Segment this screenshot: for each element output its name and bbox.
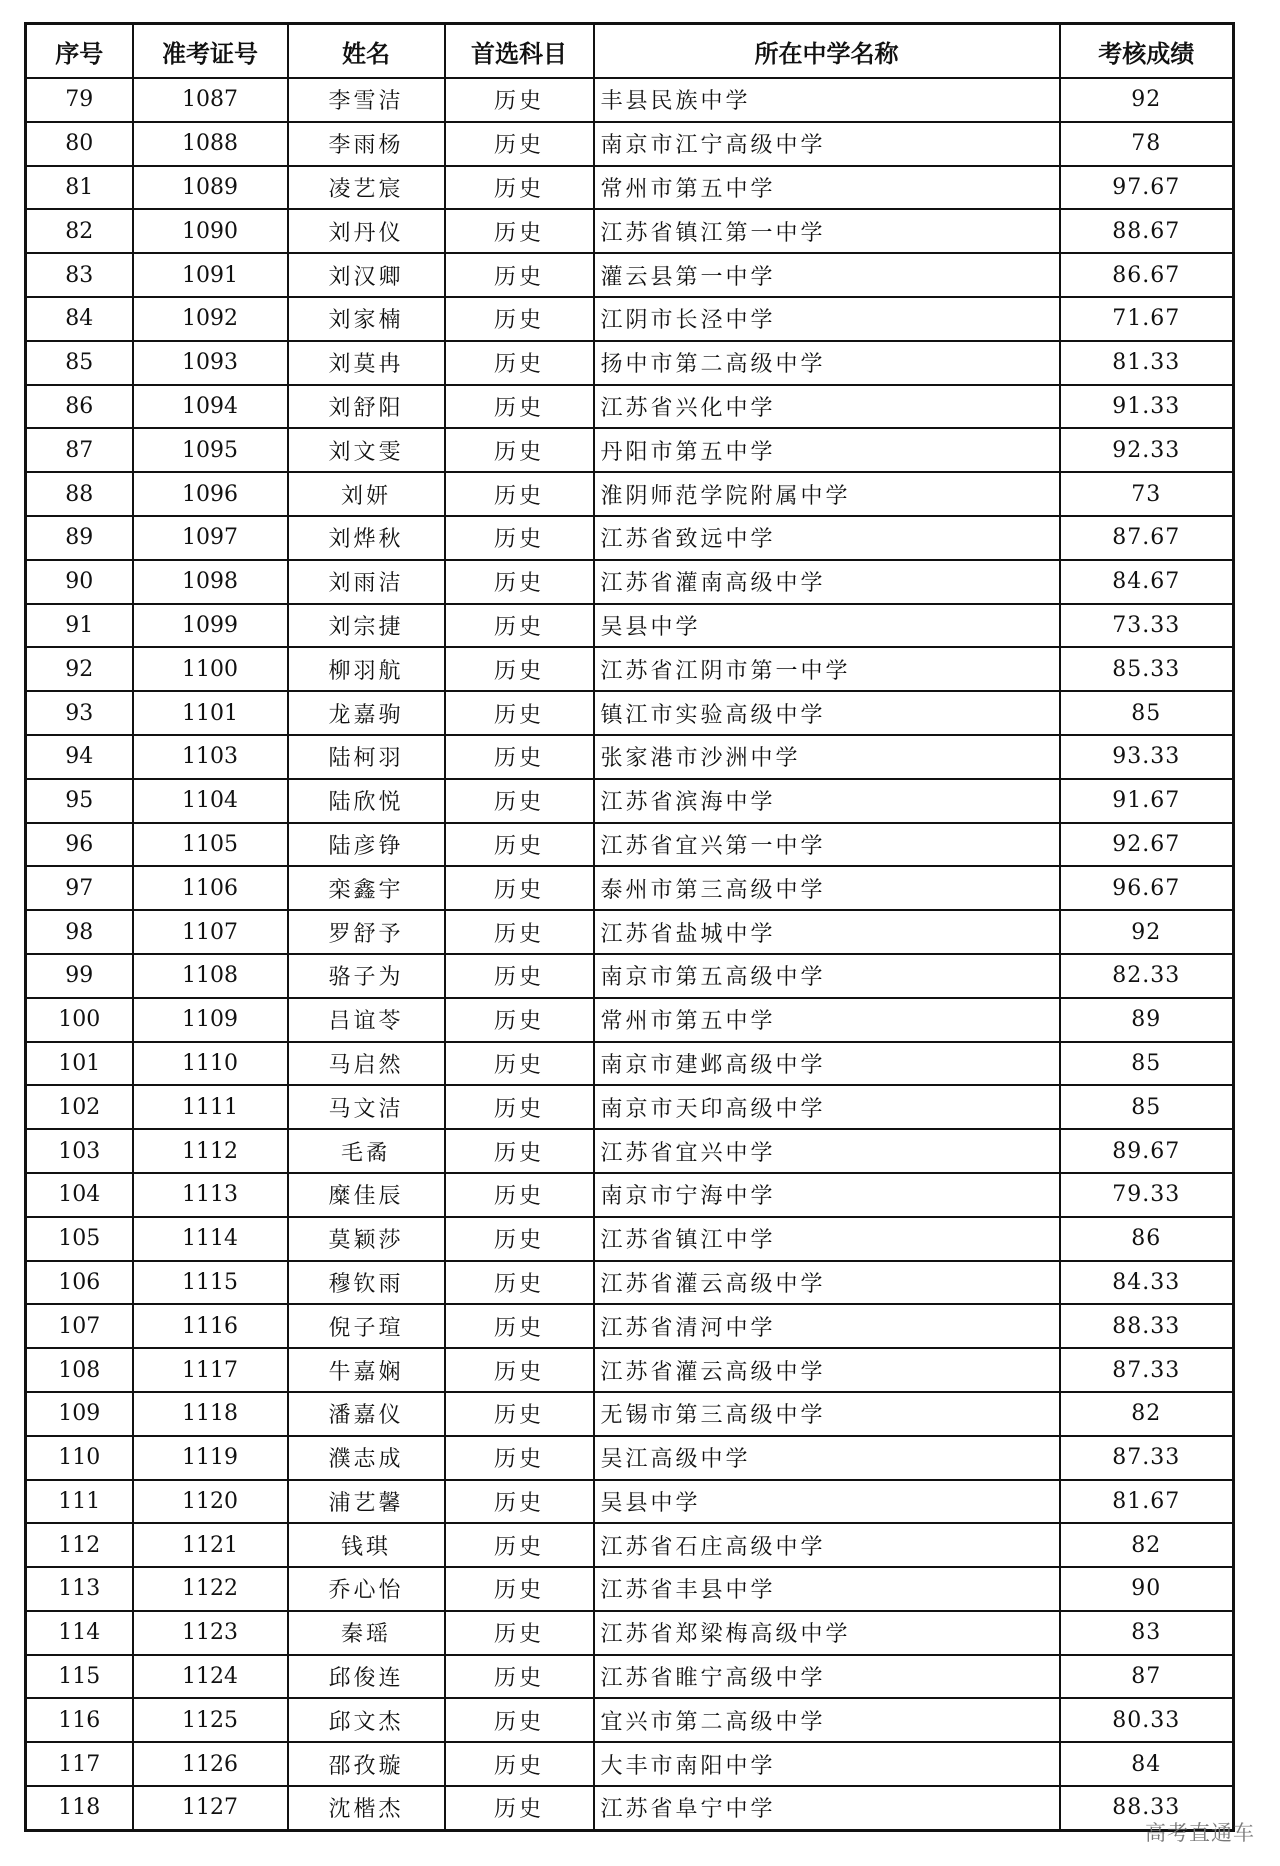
index-cell: 86 [26, 385, 133, 429]
index-cell: 115 [26, 1655, 133, 1699]
name-cell: 邱文杰 [288, 1698, 445, 1742]
header-subject: 首选科目 [445, 24, 594, 79]
name-cell: 沈楷杰 [288, 1786, 445, 1830]
name-cell: 糜佳辰 [288, 1173, 445, 1217]
table-row [26, 560, 1234, 604]
exam-id-cell: 1098 [133, 560, 288, 604]
exam-id-cell: 1127 [133, 1786, 288, 1830]
name-cell: 骆子为 [288, 954, 445, 998]
subject-cell: 历史 [445, 1655, 594, 1699]
index-cell: 105 [26, 1217, 133, 1261]
subject-cell: 历史 [445, 1786, 594, 1830]
index-cell: 81 [26, 166, 133, 210]
table-row [26, 954, 1234, 998]
subject-cell: 历史 [445, 954, 594, 998]
school-cell: 江苏省致远中学 [594, 516, 1060, 560]
school-cell: 丰县民族中学 [594, 78, 1060, 122]
exam-id-cell: 1091 [133, 253, 288, 297]
name-cell: 濮志成 [288, 1436, 445, 1480]
score-cell: 82.33 [1060, 954, 1234, 998]
score-cell: 87.67 [1060, 516, 1234, 560]
score-cell: 92.33 [1060, 428, 1234, 472]
subject-cell: 历史 [445, 78, 594, 122]
name-cell: 李雪洁 [288, 78, 445, 122]
subject-cell: 历史 [445, 735, 594, 779]
subject-cell: 历史 [445, 1042, 594, 1086]
subject-cell: 历史 [445, 1742, 594, 1786]
index-cell: 102 [26, 1085, 133, 1129]
exam-id-cell: 1088 [133, 122, 288, 166]
school-cell: 大丰市南阳中学 [594, 1742, 1060, 1786]
index-cell: 109 [26, 1392, 133, 1436]
school-cell: 江阴市长泾中学 [594, 297, 1060, 341]
index-cell: 87 [26, 428, 133, 472]
subject-cell: 历史 [445, 1523, 594, 1567]
table-row [26, 1042, 1234, 1086]
school-cell: 江苏省灌云高级中学 [594, 1348, 1060, 1392]
score-cell: 97.67 [1060, 166, 1234, 210]
table-row [26, 516, 1234, 560]
subject-cell: 历史 [445, 122, 594, 166]
header-score: 考核成绩 [1060, 24, 1234, 79]
table-row [26, 1611, 1234, 1655]
table-row [26, 472, 1234, 516]
school-cell: 镇江市实验高级中学 [594, 691, 1060, 735]
subject-cell: 历史 [445, 253, 594, 297]
exam-id-cell: 1105 [133, 823, 288, 867]
score-cell: 86.67 [1060, 253, 1234, 297]
index-cell: 113 [26, 1567, 133, 1611]
score-cell: 80.33 [1060, 1698, 1234, 1742]
exam-id-cell: 1092 [133, 297, 288, 341]
score-cell: 84.67 [1060, 560, 1234, 604]
table-row [26, 1129, 1234, 1173]
index-cell: 91 [26, 604, 133, 648]
school-cell: 江苏省郑梁梅高级中学 [594, 1611, 1060, 1655]
exam-id-cell: 1119 [133, 1436, 288, 1480]
index-cell: 108 [26, 1348, 133, 1392]
exam-id-cell: 1120 [133, 1480, 288, 1524]
index-cell: 95 [26, 779, 133, 823]
subject-cell: 历史 [445, 1480, 594, 1524]
table-row [26, 209, 1234, 253]
exam-id-cell: 1106 [133, 866, 288, 910]
name-cell: 邱俊连 [288, 1655, 445, 1699]
index-cell: 103 [26, 1129, 133, 1173]
index-cell: 107 [26, 1304, 133, 1348]
score-cell: 81.33 [1060, 341, 1234, 385]
school-cell: 扬中市第二高级中学 [594, 341, 1060, 385]
school-cell: 江苏省镇江第一中学 [594, 209, 1060, 253]
score-cell: 87.33 [1060, 1348, 1234, 1392]
name-cell: 刘宗捷 [288, 604, 445, 648]
table-row [26, 604, 1234, 648]
exam-id-cell: 1114 [133, 1217, 288, 1261]
exam-id-cell: 1104 [133, 779, 288, 823]
index-cell: 99 [26, 954, 133, 998]
name-cell: 毛矞 [288, 1129, 445, 1173]
index-cell: 96 [26, 823, 133, 867]
name-cell: 柳羽航 [288, 647, 445, 691]
school-cell: 南京市江宁高级中学 [594, 122, 1060, 166]
name-cell: 倪子瑄 [288, 1304, 445, 1348]
school-cell: 江苏省灌云高级中学 [594, 1261, 1060, 1305]
subject-cell: 历史 [445, 166, 594, 210]
exam-id-cell: 1121 [133, 1523, 288, 1567]
subject-cell: 历史 [445, 472, 594, 516]
name-cell: 陆柯羽 [288, 735, 445, 779]
index-cell: 101 [26, 1042, 133, 1086]
table-row [26, 1567, 1234, 1611]
name-cell: 龙嘉驹 [288, 691, 445, 735]
exam-id-cell: 1103 [133, 735, 288, 779]
score-cell: 92 [1060, 78, 1234, 122]
table-row [26, 910, 1234, 954]
subject-cell: 历史 [445, 341, 594, 385]
score-cell: 92 [1060, 910, 1234, 954]
index-cell: 111 [26, 1480, 133, 1524]
header-name: 姓名 [288, 24, 445, 79]
score-cell: 88.33 [1060, 1786, 1234, 1830]
school-cell: 江苏省灌南高级中学 [594, 560, 1060, 604]
exam-id-cell: 1111 [133, 1085, 288, 1129]
school-cell: 丹阳市第五中学 [594, 428, 1060, 472]
index-cell: 104 [26, 1173, 133, 1217]
school-cell: 江苏省江阴市第一中学 [594, 647, 1060, 691]
name-cell: 乔心怡 [288, 1567, 445, 1611]
index-cell: 83 [26, 253, 133, 297]
table-row [26, 823, 1234, 867]
header-school: 所在中学名称 [594, 24, 1060, 79]
score-cell: 85.33 [1060, 647, 1234, 691]
table-row [26, 341, 1234, 385]
name-cell: 钱琪 [288, 1523, 445, 1567]
score-cell: 93.33 [1060, 735, 1234, 779]
score-cell: 96.67 [1060, 866, 1234, 910]
index-cell: 100 [26, 998, 133, 1042]
name-cell: 吕谊苓 [288, 998, 445, 1042]
exam-id-cell: 1125 [133, 1698, 288, 1742]
name-cell: 刘文雯 [288, 428, 445, 472]
table-row [26, 297, 1234, 341]
table-row [26, 998, 1234, 1042]
table-row [26, 1698, 1234, 1742]
score-cell: 89 [1060, 998, 1234, 1042]
score-cell: 91.33 [1060, 385, 1234, 429]
index-cell: 92 [26, 647, 133, 691]
school-cell: 常州市第五中学 [594, 998, 1060, 1042]
index-cell: 118 [26, 1786, 133, 1830]
table-row [26, 779, 1234, 823]
score-cell: 87 [1060, 1655, 1234, 1699]
name-cell: 潘嘉仪 [288, 1392, 445, 1436]
table-row [26, 1436, 1234, 1480]
header-exam-id: 准考证号 [133, 24, 288, 79]
score-cell: 73 [1060, 472, 1234, 516]
name-cell: 刘雨洁 [288, 560, 445, 604]
index-cell: 93 [26, 691, 133, 735]
exam-id-cell: 1113 [133, 1173, 288, 1217]
school-cell: 泰州市第三高级中学 [594, 866, 1060, 910]
school-cell: 张家港市沙洲中学 [594, 735, 1060, 779]
name-cell: 刘烨秋 [288, 516, 445, 560]
subject-cell: 历史 [445, 209, 594, 253]
score-cell: 89.67 [1060, 1129, 1234, 1173]
exam-id-cell: 1100 [133, 647, 288, 691]
subject-cell: 历史 [445, 297, 594, 341]
exam-id-cell: 1115 [133, 1261, 288, 1305]
table-row [26, 1261, 1234, 1305]
exam-id-cell: 1108 [133, 954, 288, 998]
exam-id-cell: 1099 [133, 604, 288, 648]
school-cell: 江苏省阜宁中学 [594, 1786, 1060, 1830]
school-cell: 吴县中学 [594, 1480, 1060, 1524]
table-row [26, 122, 1234, 166]
table-row [26, 166, 1234, 210]
name-cell: 刘丹仪 [288, 209, 445, 253]
index-cell: 85 [26, 341, 133, 385]
exam-id-cell: 1096 [133, 472, 288, 516]
school-cell: 吴江高级中学 [594, 1436, 1060, 1480]
subject-cell: 历史 [445, 1085, 594, 1129]
name-cell: 陆彦铮 [288, 823, 445, 867]
watermark: 高考直通车 [1145, 1821, 1255, 1845]
exam-id-cell: 1109 [133, 998, 288, 1042]
school-cell: 江苏省镇江中学 [594, 1217, 1060, 1261]
table-row [26, 691, 1234, 735]
index-cell: 97 [26, 866, 133, 910]
subject-cell: 历史 [445, 1348, 594, 1392]
score-cell: 83 [1060, 1611, 1234, 1655]
school-cell: 江苏省石庄高级中学 [594, 1523, 1060, 1567]
index-cell: 112 [26, 1523, 133, 1567]
subject-cell: 历史 [445, 1261, 594, 1305]
name-cell: 马文洁 [288, 1085, 445, 1129]
subject-cell: 历史 [445, 1392, 594, 1436]
exam-id-cell: 1095 [133, 428, 288, 472]
table-row [26, 1217, 1234, 1261]
school-cell: 江苏省丰县中学 [594, 1567, 1060, 1611]
score-cell: 90 [1060, 1567, 1234, 1611]
table-row [26, 1085, 1234, 1129]
index-cell: 94 [26, 735, 133, 779]
table-row [26, 735, 1234, 779]
exam-id-cell: 1112 [133, 1129, 288, 1173]
table-row [26, 1348, 1234, 1392]
subject-cell: 历史 [445, 1436, 594, 1480]
index-cell: 89 [26, 516, 133, 560]
score-cell: 71.67 [1060, 297, 1234, 341]
score-cell: 85 [1060, 1085, 1234, 1129]
school-cell: 宜兴市第二高级中学 [594, 1698, 1060, 1742]
exam-id-cell: 1087 [133, 78, 288, 122]
subject-cell: 历史 [445, 910, 594, 954]
results-table [24, 22, 1235, 1832]
table-row [26, 647, 1234, 691]
table-row [26, 1523, 1234, 1567]
score-cell: 84 [1060, 1742, 1234, 1786]
school-cell: 南京市第五高级中学 [594, 954, 1060, 998]
exam-id-cell: 1089 [133, 166, 288, 210]
school-cell: 江苏省清河中学 [594, 1304, 1060, 1348]
subject-cell: 历史 [445, 823, 594, 867]
score-cell: 85 [1060, 691, 1234, 735]
name-cell: 刘舒阳 [288, 385, 445, 429]
school-cell: 江苏省睢宁高级中学 [594, 1655, 1060, 1699]
exam-id-cell: 1122 [133, 1567, 288, 1611]
exam-id-cell: 1094 [133, 385, 288, 429]
table-row [26, 1173, 1234, 1217]
subject-cell: 历史 [445, 998, 594, 1042]
school-cell: 淮阴师范学院附属中学 [594, 472, 1060, 516]
table-body [26, 78, 1234, 1830]
school-cell: 江苏省兴化中学 [594, 385, 1060, 429]
subject-cell: 历史 [445, 1304, 594, 1348]
name-cell: 栾鑫宇 [288, 866, 445, 910]
index-cell: 80 [26, 122, 133, 166]
score-cell: 87.33 [1060, 1436, 1234, 1480]
exam-id-cell: 1123 [133, 1611, 288, 1655]
table-row [26, 1480, 1234, 1524]
exam-id-cell: 1101 [133, 691, 288, 735]
name-cell: 陆欣悦 [288, 779, 445, 823]
name-cell: 刘莫冉 [288, 341, 445, 385]
school-cell: 南京市建邺高级中学 [594, 1042, 1060, 1086]
score-cell: 88.67 [1060, 209, 1234, 253]
name-cell: 牛嘉娴 [288, 1348, 445, 1392]
score-cell: 82 [1060, 1392, 1234, 1436]
school-cell: 灌云县第一中学 [594, 253, 1060, 297]
score-cell: 84.33 [1060, 1261, 1234, 1305]
index-cell: 82 [26, 209, 133, 253]
score-cell: 92.67 [1060, 823, 1234, 867]
name-cell: 秦瑶 [288, 1611, 445, 1655]
table-row [26, 1655, 1234, 1699]
score-cell: 81.67 [1060, 1480, 1234, 1524]
index-cell: 110 [26, 1436, 133, 1480]
school-cell: 江苏省盐城中学 [594, 910, 1060, 954]
subject-cell: 历史 [445, 1698, 594, 1742]
name-cell: 莫颖莎 [288, 1217, 445, 1261]
school-cell: 南京市宁海中学 [594, 1173, 1060, 1217]
subject-cell: 历史 [445, 385, 594, 429]
exam-id-cell: 1097 [133, 516, 288, 560]
index-cell: 98 [26, 910, 133, 954]
score-cell: 86 [1060, 1217, 1234, 1261]
score-cell: 79.33 [1060, 1173, 1234, 1217]
school-cell: 吴县中学 [594, 604, 1060, 648]
exam-id-cell: 1116 [133, 1304, 288, 1348]
exam-id-cell: 1090 [133, 209, 288, 253]
table-row [26, 1304, 1234, 1348]
subject-cell: 历史 [445, 1129, 594, 1173]
subject-cell: 历史 [445, 647, 594, 691]
name-cell: 马启然 [288, 1042, 445, 1086]
name-cell: 刘家楠 [288, 297, 445, 341]
exam-id-cell: 1124 [133, 1655, 288, 1699]
table-row [26, 78, 1234, 122]
exam-id-cell: 1107 [133, 910, 288, 954]
name-cell: 刘汉卿 [288, 253, 445, 297]
table-row [26, 253, 1234, 297]
index-cell: 116 [26, 1698, 133, 1742]
subject-cell: 历史 [445, 428, 594, 472]
index-cell: 114 [26, 1611, 133, 1655]
table-row [26, 1392, 1234, 1436]
header-index: 序号 [26, 24, 133, 79]
subject-cell: 历史 [445, 779, 594, 823]
name-cell: 邵孜璇 [288, 1742, 445, 1786]
score-cell: 91.67 [1060, 779, 1234, 823]
score-cell: 82 [1060, 1523, 1234, 1567]
school-cell: 南京市天印高级中学 [594, 1085, 1060, 1129]
index-cell: 88 [26, 472, 133, 516]
subject-cell: 历史 [445, 1217, 594, 1261]
header-row [26, 24, 1234, 79]
subject-cell: 历史 [445, 1173, 594, 1217]
name-cell: 凌艺宸 [288, 166, 445, 210]
index-cell: 90 [26, 560, 133, 604]
name-cell: 浦艺馨 [288, 1480, 445, 1524]
table-row [26, 1786, 1234, 1830]
score-cell: 73.33 [1060, 604, 1234, 648]
score-cell: 85 [1060, 1042, 1234, 1086]
index-cell: 106 [26, 1261, 133, 1305]
score-cell: 78 [1060, 122, 1234, 166]
subject-cell: 历史 [445, 560, 594, 604]
subject-cell: 历史 [445, 516, 594, 560]
school-cell: 江苏省宜兴中学 [594, 1129, 1060, 1173]
name-cell: 李雨杨 [288, 122, 445, 166]
school-cell: 无锡市第三高级中学 [594, 1392, 1060, 1436]
table-row [26, 1742, 1234, 1786]
index-cell: 117 [26, 1742, 133, 1786]
name-cell: 刘妍 [288, 472, 445, 516]
exam-id-cell: 1093 [133, 341, 288, 385]
school-cell: 江苏省滨海中学 [594, 779, 1060, 823]
name-cell: 罗舒予 [288, 910, 445, 954]
subject-cell: 历史 [445, 1611, 594, 1655]
table-row [26, 866, 1234, 910]
table-row [26, 428, 1234, 472]
name-cell: 穆钦雨 [288, 1261, 445, 1305]
score-cell: 88.33 [1060, 1304, 1234, 1348]
index-cell: 79 [26, 78, 133, 122]
exam-id-cell: 1117 [133, 1348, 288, 1392]
exam-id-cell: 1126 [133, 1742, 288, 1786]
subject-cell: 历史 [445, 1567, 594, 1611]
school-cell: 江苏省宜兴第一中学 [594, 823, 1060, 867]
school-cell: 常州市第五中学 [594, 166, 1060, 210]
subject-cell: 历史 [445, 604, 594, 648]
exam-id-cell: 1110 [133, 1042, 288, 1086]
table-row [26, 385, 1234, 429]
exam-id-cell: 1118 [133, 1392, 288, 1436]
index-cell: 84 [26, 297, 133, 341]
subject-cell: 历史 [445, 691, 594, 735]
subject-cell: 历史 [445, 866, 594, 910]
